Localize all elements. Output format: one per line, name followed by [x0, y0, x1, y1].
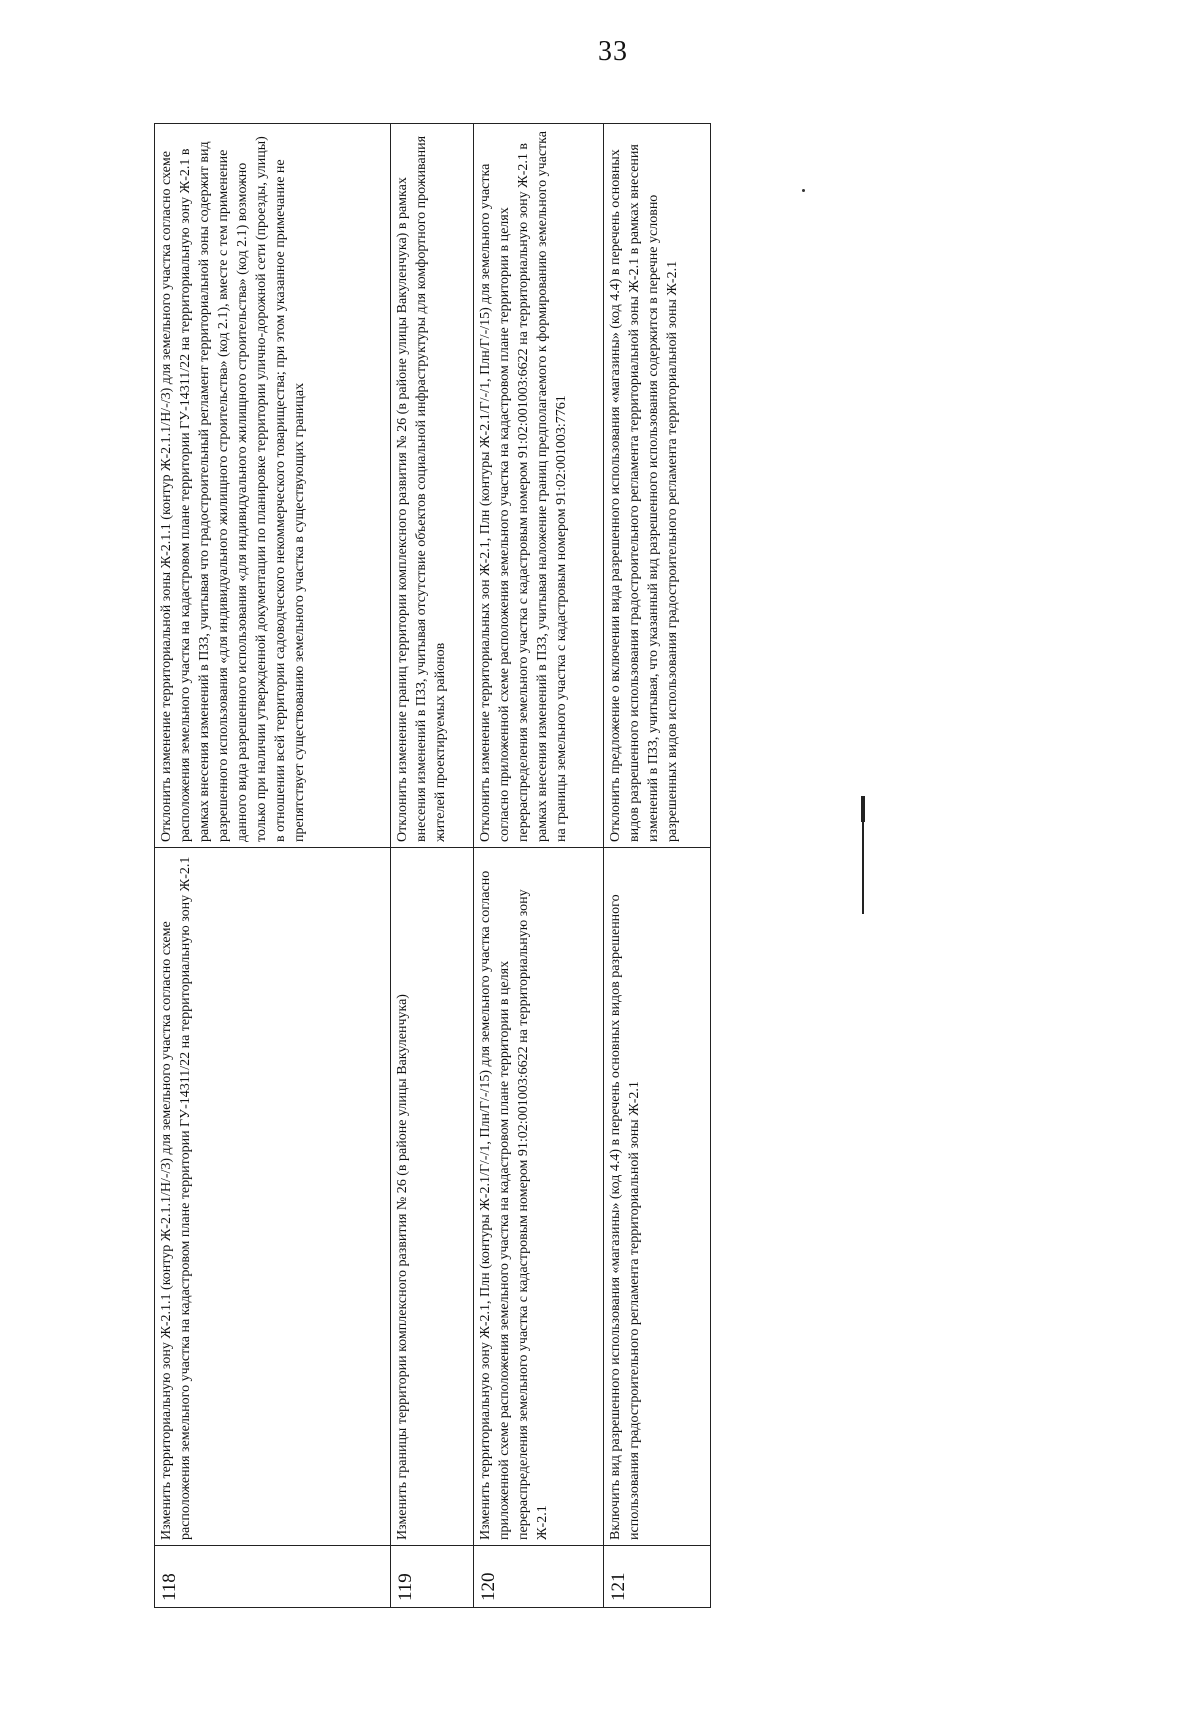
- proposal-text: Изменить границы территории комплексного развития № 26 (в районе улицы Вакуленчука): [391, 848, 474, 1546]
- proposal-text: Изменить территориальную зону Ж-2.1, Плн (контуры Ж-2.1/Г/-/1, Плн/Г/-/15) для земельного участка согласно приложенной схеме расположения земельного участка на кадастровом плане территории в целях перераспределения земельного участка с кадастровым номером 91:02:001003:6622 на территориальную зону Ж-2.1: [474, 848, 604, 1546]
- table-row: [155, 124, 391, 1608]
- decision-text: Отклонить изменение территориальных зон Ж-2.1, Плн (контуры Ж-2.1/Г/-/1, Плн/Г/-/15) для земельного участка согласно приложенной схеме расположения земельного участка на кадастровом плане территории в целях перераспределения земельного участка с кадастровым номером 91:02:001003:6622 на территориальную зону Ж-2.1 в рамках внесения изменений в ПЗЗ, учитывая наложение границ предполагаемого к формированию земельного участка на границы земельного участка с кадастровым номером 91:02:001003:7761: [474, 124, 604, 848]
- table-row: [604, 124, 711, 1608]
- proposals-table: [154, 123, 711, 1608]
- decision-text: Отклонить изменение границ территории комплексного развития № 26 (в районе улицы Вакуленчука) в рамках внесения изменений в ПЗЗ, учитывая отсутствие объектов социальной инфраструктуры для комфортного проживания жителей проектируемых районов: [391, 124, 474, 848]
- row-number: 119: [391, 1546, 474, 1608]
- end-separator-tick: [861, 796, 865, 822]
- decision-text: Отклонить изменение территориальной зоны Ж-2.1.1 (контур Ж-2.1.1/Н/-/3) для земельного участка согласно схеме расположения земельного участка на кадастровом плане территории ГУ-14311/22 на территориальную зону Ж-2.1 в рамках внесения изменений в ПЗЗ, учитывая что градостроительный регламент территориальной зоны содержит вид разрешенного использования «для индивидуального жилищного строительства» (код 2.1), вместе с тем применение данного вида разрешенного использования «для индивидуального жилищного строительства» (код 2.1) возможно только при наличии утвержденной документации по планировке территории улично-дорожной сети (проезды, улицы) в отношении всей территории садоводческого некоммерческого товарищества; при этом указанное примечание не препятствует существованию земельного участка в существующих границах: [155, 124, 391, 848]
- row-number: 121: [604, 1546, 711, 1608]
- row-number: 120: [474, 1546, 604, 1608]
- proposal-text: Включить вид разрешенного использования «магазины» (код 4.4) в перечень основных видов разрешенного использования градостроительного регламента территориальной зоны Ж-2.1: [604, 848, 711, 1546]
- proposals-table-container: [154, 124, 710, 1608]
- table-row: [474, 124, 604, 1608]
- rotated-table-frame: [154, 124, 710, 1608]
- row-number: 118: [155, 1546, 391, 1608]
- table-row: [391, 124, 474, 1608]
- scan-speck: [802, 189, 805, 192]
- decision-text: Отклонить предложение о включении вида разрешенного использования «магазины» (код 4.4) в перечень основных видов разрешенного использования градостроительного регламента территориальной зоны Ж-2.1 в рамках внесения изменений в ПЗЗ, учитывая, что указанный вид разрешенного использования содержится в перечне условно разрешенных видов использования градостроительного регламента территориальной зоны Ж-2.1: [604, 124, 711, 848]
- proposal-text: Изменить территориальную зону Ж-2.1.1 (контур Ж-2.1.1/Н/-/3) для земельного участка согласно схеме расположения земельного участка на кадастровом плане территории ГУ-14311/22 на территориальную зону Ж-2.1: [155, 848, 391, 1546]
- page-number: 33: [598, 36, 628, 67]
